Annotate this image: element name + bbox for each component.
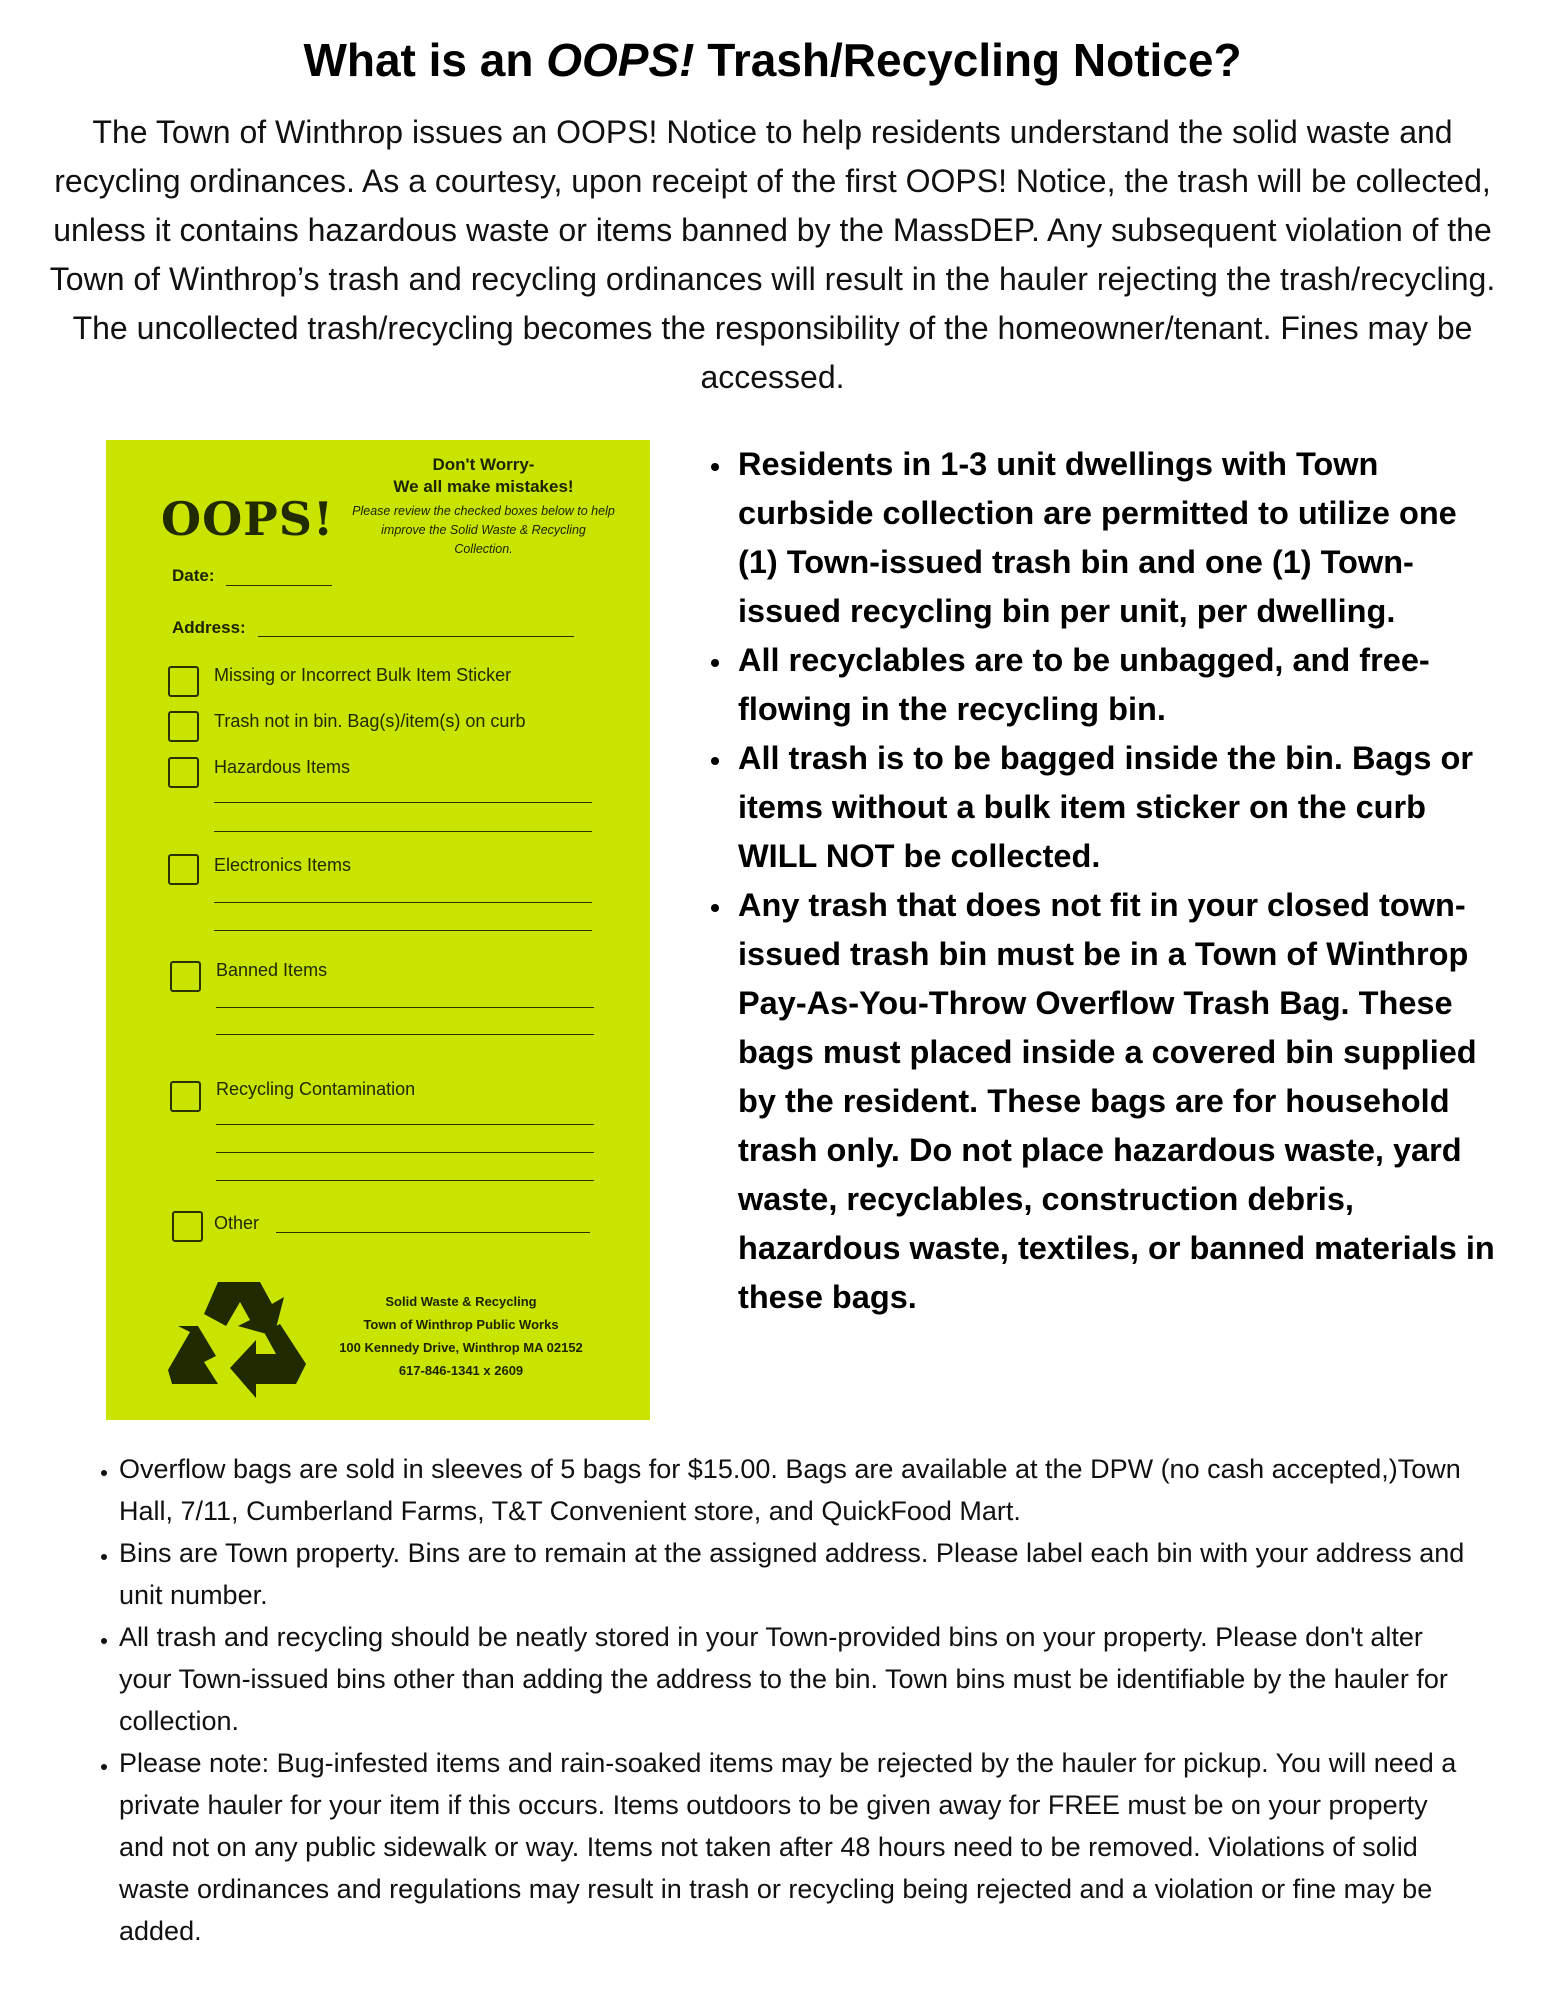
write-in-line (214, 930, 592, 931)
checkbox-label-trash-not-in-bin: Trash not in bin. Bag(s)/item(s) on curb (214, 711, 526, 731)
checkbox-other (172, 1211, 203, 1242)
card-oops-heading: OOPS! (161, 492, 335, 546)
oops-notice-card (106, 440, 650, 1420)
card-footer (311, 1290, 611, 1382)
notes-list (88, 1448, 1479, 1952)
page-title (0, 30, 1545, 90)
write-in-line (216, 1124, 594, 1125)
checkbox-trash-not-in-bin (168, 711, 199, 742)
write-in-line (216, 1034, 594, 1035)
write-in-line (214, 831, 592, 832)
list-item: • All recyclables are to be unbagged, and free-flowing in the recycling bin. (734, 636, 1504, 734)
list-item: • All trash and recycling should be neatly stored in your Town-provided bins on your property. Please don't alter your Town-issued bins other than adding the address to the bin. Town bins must be identifiable by the hauler for collection. (119, 1616, 1479, 1742)
checkbox-recycling-contamination (170, 1081, 201, 1112)
title-emphasis: OOPS! (546, 34, 695, 86)
card-footer-line-4: 617-846-1341 x 2609 (398, 1363, 524, 1378)
write-in-line (216, 1180, 594, 1181)
list-item: • Bins are Town property. Bins are to remain at the assigned address. Please label each bin with your address and unit number. (119, 1532, 1479, 1616)
write-in-line (214, 802, 592, 803)
checkbox-label-banned: Banned Items (216, 960, 328, 980)
write-in-line (214, 902, 592, 903)
card-worry-line-2: We all make mistakes! (393, 477, 574, 496)
title-suffix: Trash/Recycling Notice? (694, 34, 1242, 86)
checkbox-bulk-sticker (168, 666, 199, 697)
card-address-label: Address: (172, 618, 246, 637)
checkbox-label-bulk-sticker: Missing or Incorrect Bulk Item Sticker (214, 665, 512, 685)
card-footer-line-3: 100 Kennedy Drive, Winthrop MA 02152 (339, 1340, 583, 1355)
card-review-text: Please review the checked boxes below to help improve the Solid Waste & Recycling Collection. (352, 504, 615, 556)
card-date-line (226, 585, 332, 586)
write-in-line (216, 1007, 594, 1008)
card-worry-text (351, 454, 616, 498)
list-item: • Residents in 1-3 unit dwellings with Town curbside collection are permitted to utilize one (1) Town-issued trash bin and one (1) Town-issued recycling bin per unit, per dwelling. (734, 440, 1504, 636)
recycling-symbol-icon (168, 1278, 310, 1400)
title-prefix: What is an (303, 34, 547, 86)
checkbox-label-electronics: Electronics Items (214, 855, 352, 875)
list-item: • Any trash that does not fit in your closed town-issued trash bin must be in a Town of Winthrop Pay-As-You-Throw Overflow Trash Bag. These bags must placed inside a covered bin supplied by the resident. These bags are for household trash only. Do not place hazardous waste, yard waste, recyclables, construction debris, hazardous waste, textiles, or banned materials in these bags. (734, 881, 1504, 1322)
write-in-line (276, 1232, 590, 1233)
checkbox-label-hazardous: Hazardous Items (214, 757, 351, 777)
card-address-line (258, 636, 574, 637)
intro-paragraph: The Town of Winthrop issues an OOPS! Notice to help residents understand the solid waste and recycling ordinances. As a courtesy, upon receipt of the first OOPS! Notice, the trash will be collected, unless it contains hazardous waste or items banned by the MassDEP. Any subsequent violation of the Town of Winthrop’s trash and recycling ordinances will result in the hauler rejecting the trash/recycling. The uncollected trash/recycling becomes the responsibility of the homeowner/tenant. Fines may be accessed. (49, 114, 1496, 395)
card-date-label: Date: (172, 566, 215, 585)
checkbox-hazardous (168, 757, 199, 788)
checkbox-label-recycling-contamination: Recycling Contamination (216, 1079, 416, 1099)
checkbox-banned (170, 961, 201, 992)
list-item: • All trash is to be bagged inside the bin. Bags or items without a bulk item sticker on the curb WILL NOT be collected. (734, 734, 1504, 881)
card-footer-line-2: Town of Winthrop Public Works (363, 1317, 559, 1332)
list-item: • Overflow bags are sold in sleeves of 5 bags for $15.00. Bags are available at the DPW (no cash accepted,)Town Hall, 7/11, Cumberland Farms, T&T Convenient store, and QuickFood Mart. (119, 1448, 1479, 1532)
card-worry-line-1: Don't Worry- (432, 455, 535, 474)
checkbox-electronics (168, 854, 199, 885)
card-footer-line-1: Solid Waste & Recycling (385, 1294, 537, 1309)
write-in-line (216, 1152, 594, 1153)
checkbox-label-other: Other (214, 1213, 260, 1233)
list-item: • Please note: Bug-infested items and rain-soaked items may be rejected by the hauler for pickup. You will need a private hauler for your item if this occurs. Items outdoors to be given away for FREE must be on your property and not on any public sidewalk or way. Items not taken after 48 hours need to be removed. Violations of solid waste ordinances and regulations may result in trash or recycling being rejected and a violation or fine may be added. (119, 1742, 1479, 1952)
rules-list (702, 440, 1504, 1322)
